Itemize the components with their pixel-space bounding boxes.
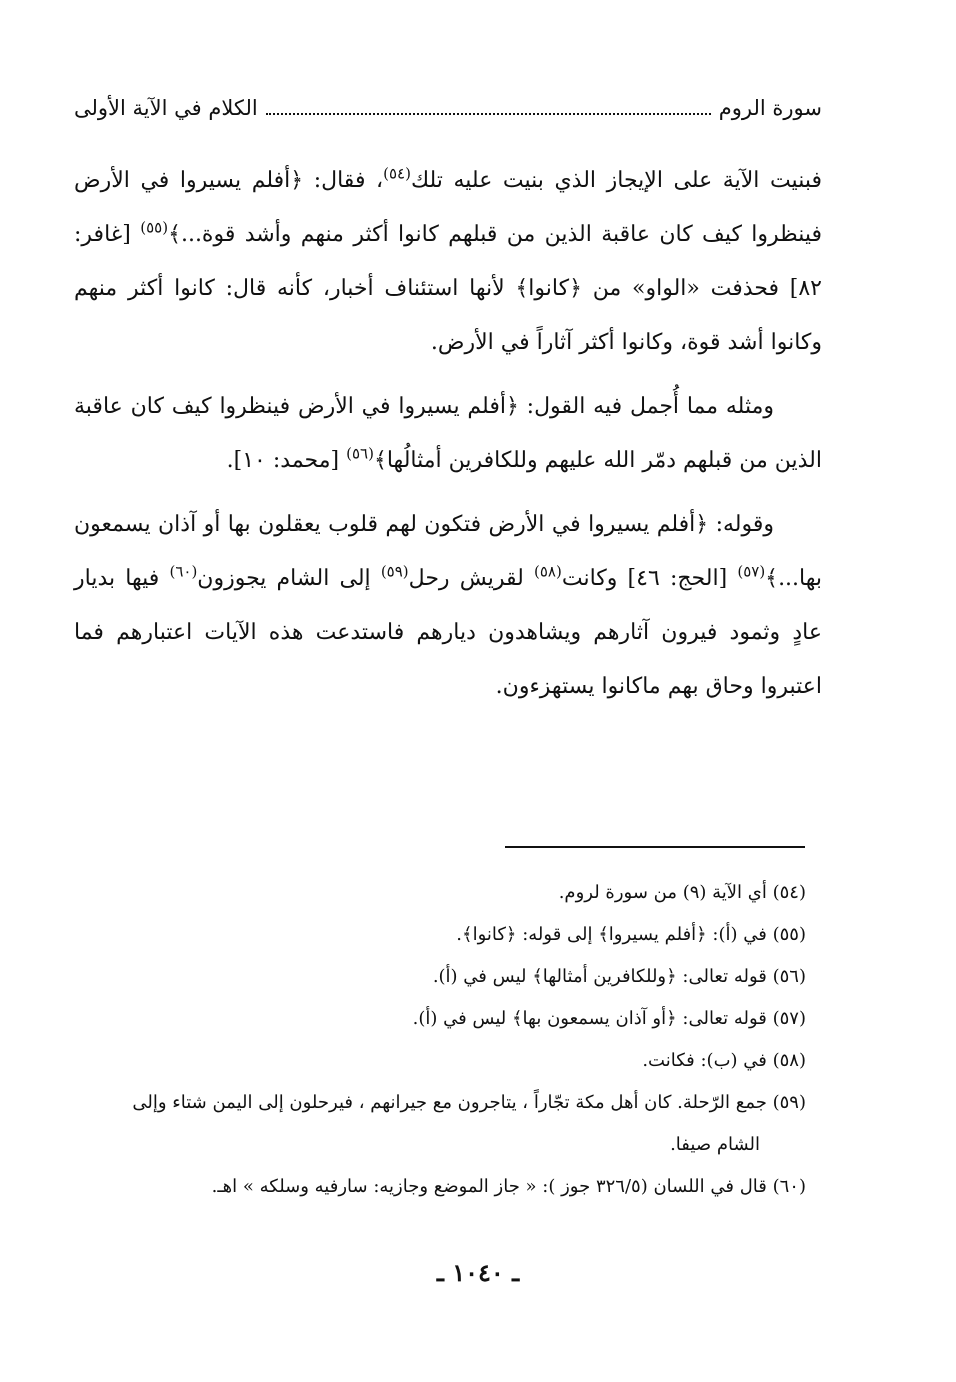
footnote-ref: (٦٠) xyxy=(169,562,198,581)
footnote: (٦٠) قال في اللسان (٣٢٦/٥ جوز ): « جاز الموضع وجازيه: سارفيه وسلكه » اهـ. xyxy=(211,1176,806,1197)
footnote: (٥٤) أي الآية (٩) من سورة لروم. xyxy=(558,882,806,903)
footnote-separator xyxy=(505,846,805,848)
footnote-ref: (٥٨) xyxy=(534,562,562,581)
body-text-run: [غافر: ٨٢] فحذفت «الواو» من ﴿كانوا﴾ لأنها استئناف أخبار، كأنه قال: كانوا أكثر منهم وكانوا أشد قوة، وكانوا أكثر آثاراً في الأرض. xyxy=(74,222,822,355)
body-text-run: [الحج: ٤٦] وكانت xyxy=(561,566,738,591)
footnote: (٥٧) قوله تعالى: ﴿أو آذان يسمعون بها﴾ ليس في (أ). xyxy=(412,1008,806,1029)
body-paragraph xyxy=(74,380,822,488)
body-text-run: فبنيت الآية على الإيجاز الذي بنيت عليه تلك xyxy=(410,168,822,193)
body-text-run: [محمد: ١٠]. xyxy=(226,448,347,473)
body-text-run: وقوله: ﴿أفلم يسيروا في الأرض فتكون لهم قلوب يعقلون بها أو آذان يسمعون بها...﴾ xyxy=(74,512,823,591)
header-section: الكلام في الآية الأولى xyxy=(74,96,258,120)
footnote-ref: (٥٦) xyxy=(346,444,374,463)
footnote: (٥٦) قوله تعالى: ﴿وللكافرين أمثالها﴾ ليس في (أ). xyxy=(432,966,806,987)
body-text-run: لقريش رحل xyxy=(408,566,535,591)
footnote-continuation: الشام صيفا. xyxy=(670,1134,760,1155)
body-text-run: ، فقال: ﴿أفلم يسيروا في الأرض فينظروا كيف كان عاقبة الذين من قبلهم كانوا أكثر منهم وأشد قوة...﴾ xyxy=(74,168,822,247)
header-dot-leader xyxy=(266,113,711,115)
page-number: ـ ١٠٤٠ ـ xyxy=(436,1258,520,1287)
body-text-run: ومثله مما أُجمل فيه القول: ﴿أفلم يسيروا في الأرض فينظروا كيف كان عاقبة الذين من قبلهم دمّر الله عليهم وللكافرين أمثالُها﴾ xyxy=(74,394,822,473)
footnote: (٥٥) في (أ): ﴿أفلم يسيروا﴾ إلى قوله: ﴿كانوا﴾. xyxy=(456,924,806,945)
body-text-run: إلى الشام يجوزون xyxy=(197,566,381,591)
footnotes xyxy=(74,872,806,1208)
running-header xyxy=(74,96,822,121)
body-paragraph xyxy=(74,154,822,370)
footnote-ref: (٥٤) xyxy=(383,164,411,183)
body-paragraph xyxy=(74,498,822,714)
footnote: (٥٨) في (ب): فكانت. xyxy=(642,1050,806,1071)
body-text-run: فيها بديار عادٍ وثمود فيرون آثارهم ويشاهدون ديارهم فاستدعت هذه الآيات اعتبارهم فما اعتبروا وحاق بهم ماكانوا يستهزءون. xyxy=(74,566,822,699)
header-surah: سورة الروم xyxy=(718,96,822,120)
footnote-ref: (٥٧) xyxy=(737,562,766,581)
body-text xyxy=(74,154,822,724)
footnote-ref: (٥٩) xyxy=(380,562,409,581)
footnote: (٥٩) جمع الرّحلة. كان أهل مكة تجّاراً ، يتاجرون مع جيرانهم ، فيرحلون إلى اليمن شتاء وإلى xyxy=(132,1092,806,1113)
footnote-ref: (٥٥) xyxy=(140,218,169,237)
